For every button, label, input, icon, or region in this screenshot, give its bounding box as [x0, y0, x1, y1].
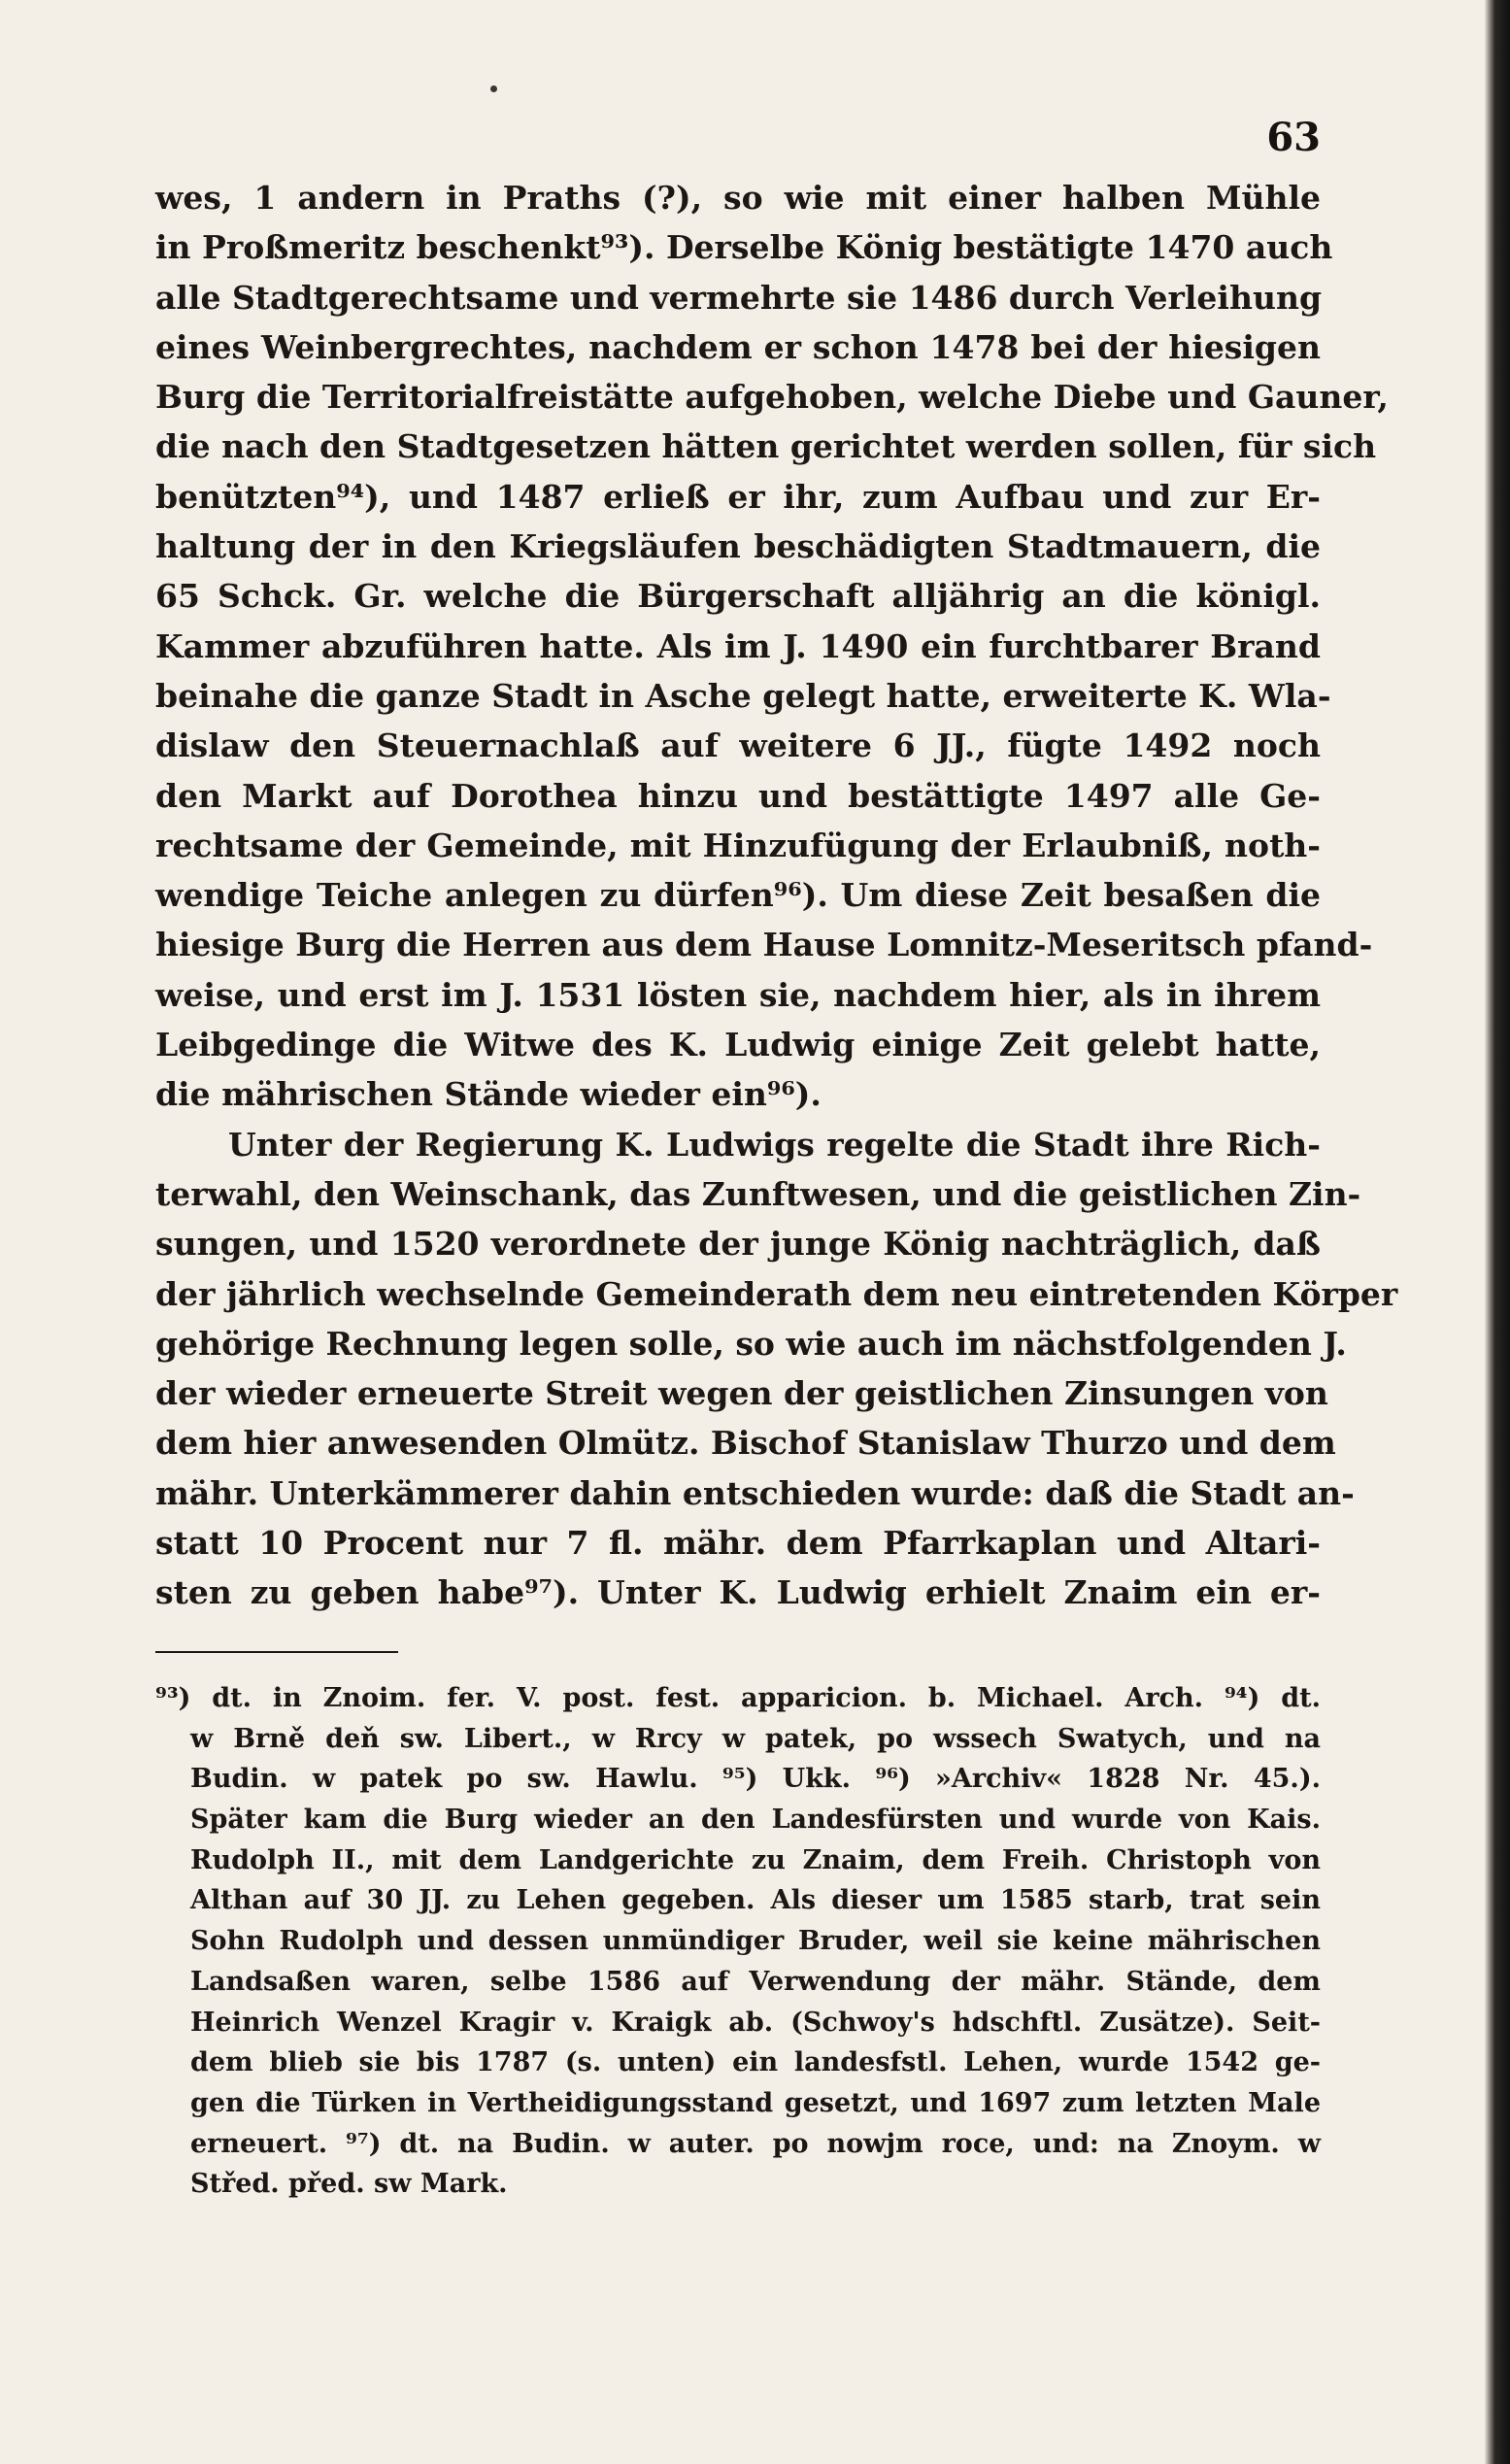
text-line: in Proßmeritz beschenkt⁹³). Derselbe König bestätigte 1470 auch	[155, 228, 1333, 267]
footnote-line: Später kam die Burg wieder an den Landesfürsten und wurde von Kais.	[190, 1805, 1321, 1836]
footnote-line: gen die Türken in Vertheidigungsstand gesetzt, und 1697 zum letzten Male	[190, 2087, 1321, 2118]
text-line: rechtsame der Gemeinde, mit Hinzufügung der Erlaubniß, noth-	[155, 826, 1321, 864]
text-line: Unter der Regierung K. Ludwigs regelte die Stadt ihre Rich-	[228, 1125, 1321, 1164]
text-line: Kammer abzuführen hatte. Als im J. 1490 ein furchtbarer Brand	[155, 626, 1321, 665]
page-edge-shadow	[1485, 0, 1510, 2464]
text-line: hiesige Burg die Herren aus dem Hause Lomnitz-Meseritsch pfand-	[155, 926, 1373, 964]
text-line: der jährlich wechselnde Gemeinderath dem neu eintretenden Körper	[155, 1274, 1398, 1313]
text-line: eines Weinbergrechtes, nachdem er schon 1478 bei der hiesigen	[155, 327, 1321, 366]
text-line: die nach den Stadtgesetzen hätten gerichtet werden sollen, für sich	[155, 427, 1377, 466]
text-line: Burg die Territorialfreistätte aufgehoben, welche Diebe und Gauner,	[155, 378, 1389, 417]
text-line: weise, und erst im J. 1531 lösten sie, nachdem hier, als in ihrem	[155, 975, 1321, 1014]
text-line: benützten⁹⁴), und 1487 erließ er ihr, zum Aufbau und zur Er-	[155, 477, 1321, 516]
page-number: 63	[1266, 115, 1321, 160]
text-line: haltung der in den Kriegsläufen beschädigten Stadtmauern, die	[155, 527, 1321, 566]
text-line: Leibgedinge die Witwe des K. Ludwig einige Zeit gelebt hatte,	[155, 1026, 1321, 1064]
footnote-line: Landsaßen waren, selbe 1586 auf Verwendung der mähr. Stände, dem	[190, 1966, 1321, 1997]
text-line: wes, 1 andern in Praths (?), so wie mit einer halben Mühle	[155, 179, 1321, 217]
footnote-line: Sohn Rudolph und dessen unmündiger Bruder, weil sie keine mährischen	[190, 1926, 1321, 1957]
footnote-line: Althan auf 30 JJ. zu Lehen gegeben. Als dieser um 1585 starb, trat sein	[190, 1885, 1321, 1916]
footnotes	[155, 1678, 1321, 2205]
footnote-line: w Brně deň sw. Libert., w Rrcy w patek, po wssech Swatych, und na	[190, 1723, 1321, 1754]
text-line: alle Stadtgerechtsame und vermehrte sie 1486 durch Verleihung	[155, 278, 1323, 317]
text-line: den Markt auf Dorothea hinzu und bestättigte 1497 alle Ge-	[155, 776, 1321, 815]
footnote-separator	[155, 1651, 398, 1653]
text-line: terwahl, den Weinschank, das Zunftwesen, und die geistlichen Zin-	[155, 1174, 1361, 1213]
footnote-line: erneuert. ⁹⁷) dt. na Budin. w auter. po nowjm roce, und: na Znoym. w	[190, 2128, 1321, 2159]
text-line: beinahe die ganze Stadt in Asche gelegt hatte, erweiterte K. Wla-	[155, 676, 1331, 715]
text-line: sungen, und 1520 verordnete der junge König nachträglich, daß	[155, 1225, 1321, 1264]
footnote-line: Rudolph II., mit dem Landgerichte zu Znaim, dem Freih. Christoph von	[190, 1844, 1321, 1875]
footnote-line: Střed. před. sw Mark.	[190, 2169, 508, 2200]
text-line: die mährischen Stände wieder ein⁹⁶).	[155, 1075, 822, 1114]
text-line: dislaw den Steuernachlaß auf weitere 6 JJ., fügte 1492 noch	[155, 726, 1321, 765]
footnote-line: Budin. w patek po sw. Hawlu. ⁹⁵) Ukk. ⁹⁶) »Archiv« 1828 Nr. 45.).	[190, 1764, 1321, 1795]
text-line: statt 10 Procent nur 7 fl. mähr. dem Pfarrkaplan und Altari-	[155, 1524, 1321, 1563]
body-text	[155, 173, 1398, 1618]
footnote-line: dem blieb sie bis 1787 (s. unten) ein landesfstl. Lehen, wurde 1542 ge-	[190, 2047, 1321, 2078]
text-line: gehörige Rechnung legen solle, so wie auch im nächstfolgenden J.	[155, 1324, 1347, 1363]
text-line: sten zu geben habe⁹⁷). Unter K. Ludwig erhielt Znaim ein er-	[155, 1573, 1321, 1612]
text-line: mähr. Unterkämmerer dahin entschieden wurde: daß die Stadt an-	[155, 1473, 1355, 1512]
text-line: der wieder erneuerte Streit wegen der geistlichen Zinsungen von	[155, 1374, 1328, 1413]
text-line: 65 Schck. Gr. welche die Bürgerschaft alljährig an die königl.	[155, 577, 1321, 616]
text-line: dem hier anwesenden Olmütz. Bischof Stanislaw Thurzo und dem	[155, 1424, 1336, 1463]
footnote-line: ⁹³) dt. in Znoim. fer. V. post. fest. apparicion. b. Michael. Arch. ⁹⁴) dt.	[155, 1683, 1321, 1713]
text-line: wendige Teiche anlegen zu dürfen⁹⁶). Um diese Zeit besaßen die	[155, 876, 1321, 915]
footnote-line: Heinrich Wenzel Kragir v. Kraigk ab. (Schwoy's hdschftl. Zusätze). Seit-	[190, 2007, 1321, 2038]
ink-speck	[490, 85, 497, 92]
